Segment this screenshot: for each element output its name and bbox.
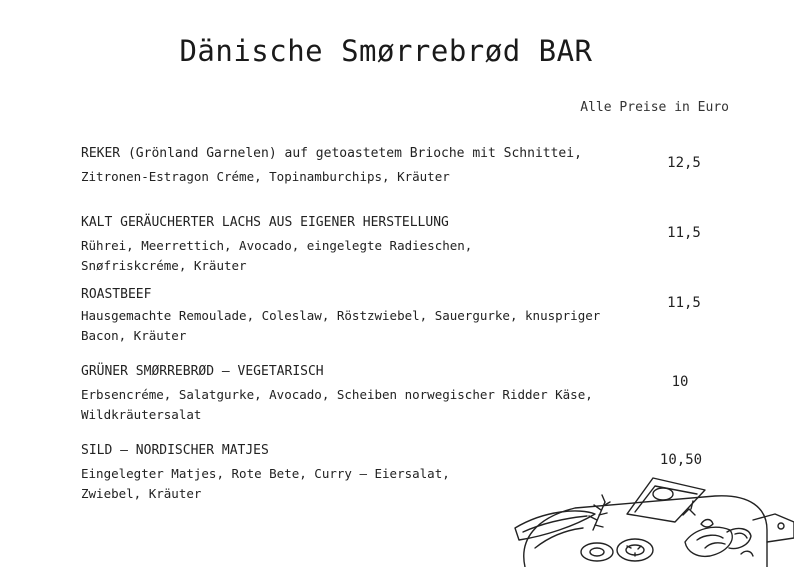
item-price: 11,5 bbox=[667, 225, 701, 241]
food-platter-sketch-icon bbox=[505, 470, 794, 567]
menu-item bbox=[81, 364, 641, 425]
item-description: Eingelegter Matjes, Rote Bete, Curry – Eiersalat, Zwiebel, Kräuter bbox=[81, 466, 450, 501]
item-description: Hausgemachte Remoulade, Coleslaw, Röstzwiebel, Sauergurke, knuspriger Bacon, Kräuter bbox=[81, 308, 601, 343]
item-price: 10 bbox=[671, 374, 689, 390]
item-price: 11,5 bbox=[667, 295, 701, 311]
item-price: 12,5 bbox=[667, 155, 701, 171]
item-title: GRÜNER SMØRREBRØD – VEGETARISCH bbox=[81, 364, 324, 379]
menu-title: Dänische Smørrebrød BAR bbox=[179, 34, 593, 68]
item-description: Zitronen-Estragon Créme, Topinamburchips, Kräuter bbox=[81, 169, 450, 184]
menu-item bbox=[81, 287, 641, 346]
currency-note: Alle Preise in Euro bbox=[580, 100, 729, 115]
item-description: Rührei, Meerrettich, Avocado, eingelegte Radieschen, Snøfriskcréme, Kräuter bbox=[81, 238, 473, 273]
menu-item bbox=[81, 215, 641, 276]
item-title: SILD – NORDISCHER MATJES bbox=[81, 443, 269, 458]
menu-item bbox=[81, 146, 641, 187]
item-description: Erbsencréme, Salatgurke, Avocado, Scheiben norwegischer Ridder Käse, Wildkräutersalat bbox=[81, 387, 593, 422]
item-title: KALT GERÄUCHERTER LACHS AUS EIGENER HERSTELLUNG bbox=[81, 215, 449, 230]
item-price: 10,50 bbox=[659, 452, 703, 468]
item-title: ROASTBEEF bbox=[81, 287, 152, 302]
item-title: REKER (Grönland Garnelen) auf getoastetem Brioche mit Schnittei, bbox=[81, 146, 582, 161]
